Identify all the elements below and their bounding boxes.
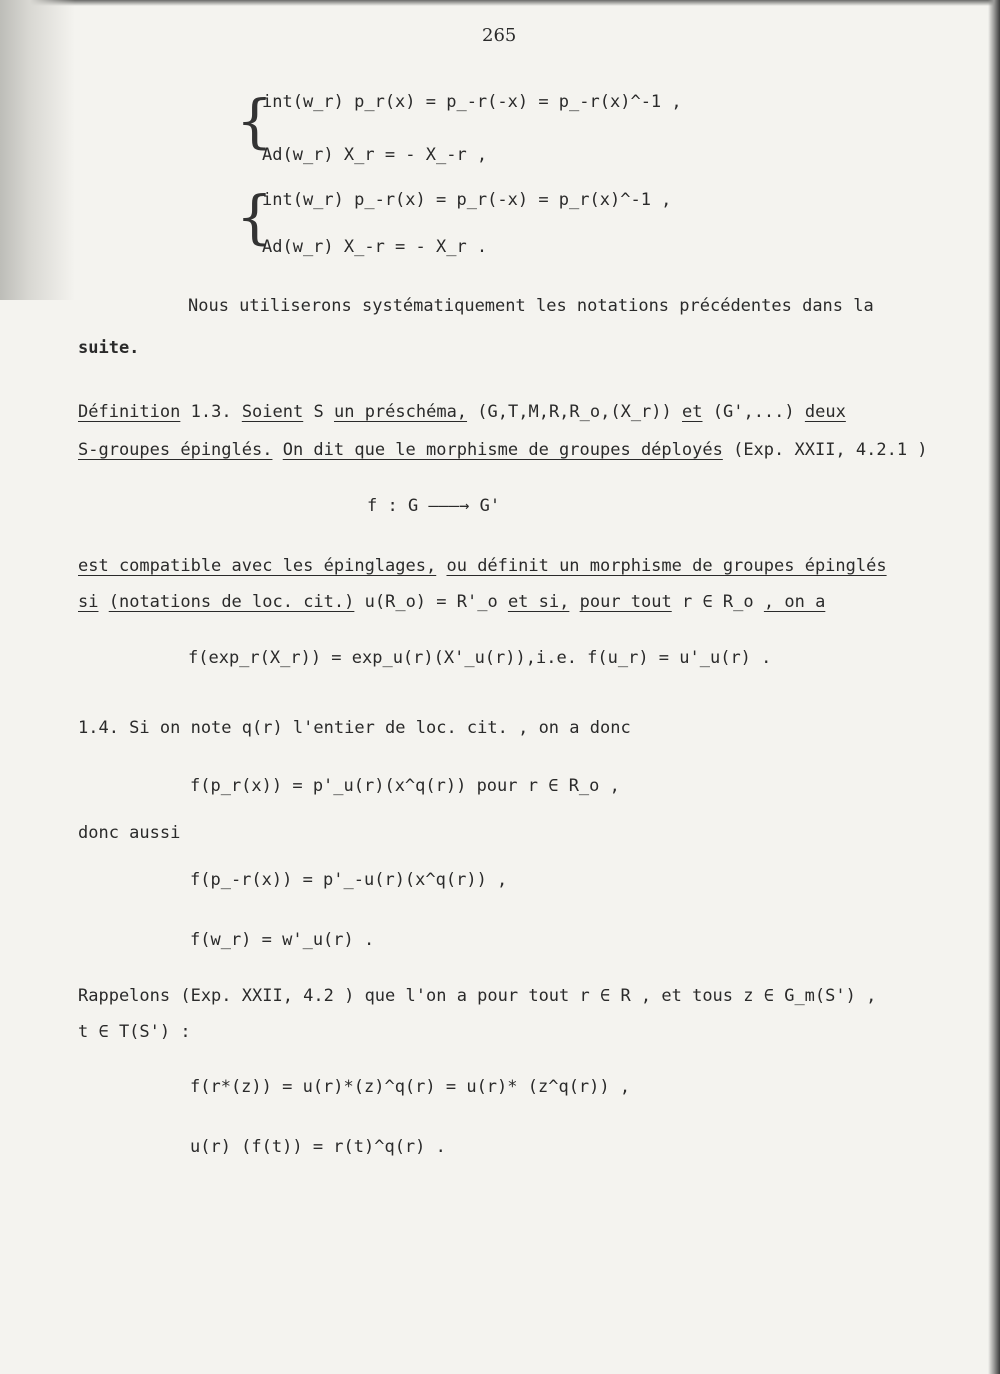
formula-int-pmr: int(w_r) p_-r(x) = p_r(-x) = p_r(x)^-1 ,	[262, 190, 672, 210]
formula-morphism-arrow: f : G ———→ G'	[367, 496, 501, 516]
definition-preschema: un préschéma,	[333, 402, 468, 422]
donc-aussi: donc aussi	[78, 823, 181, 843]
formula-compat-exp: f(exp_r(X_r)) = exp_u(r)(X'_u(r)),i.e. f(u_r) = u'_u(r) .	[188, 648, 772, 668]
scan-edge-left	[0, 0, 75, 300]
r-in-r0: r ∈ R_o	[681, 592, 754, 612]
definition-gprime: (G',...)	[712, 402, 795, 422]
formula-ad-xmr: Ad(w_r) X_-r = - X_r .	[262, 237, 488, 257]
t-in-ts-line: t ∈ T(S') :	[78, 1022, 191, 1042]
definition-line-1	[78, 402, 846, 422]
scan-edge-right	[988, 0, 1000, 1374]
formula-f-wr: f(w_r) = w'_u(r) .	[190, 930, 375, 950]
on-a-text: , on a	[763, 592, 826, 612]
si-line	[78, 592, 825, 612]
definition-exp-ref: (Exp. XXII, 4.2.1 )	[733, 440, 928, 460]
formula-u-f-t: u(r) (f(t)) = r(t)^q(r) .	[190, 1137, 446, 1157]
page-number: 265	[482, 25, 517, 46]
definition-tuple: (G,T,M,R,R_o,(X_r))	[477, 402, 672, 422]
rappelons-line: Rappelons (Exp. XXII, 4.2 ) que l'on a pour tout r ∈ R , et tous z ∈ G_m(S') ,	[78, 986, 877, 1006]
definition-line-2	[78, 440, 928, 460]
definition-deux: deux	[804, 402, 846, 422]
formula-f-rstar: f(r*(z)) = u(r)*(z)^q(r) = u(r)* (z^q(r)) ,	[190, 1077, 631, 1097]
formula-ad-xr: Ad(w_r) X_r = - X_-r ,	[262, 145, 488, 165]
compatible-line	[78, 556, 887, 576]
scan-edge-top	[0, 0, 1000, 6]
compatible-text: est compatible avec les épinglages,	[78, 556, 437, 576]
definition-groupes: S-groupes épinglés.	[78, 440, 273, 460]
formula-f-pr: f(p_r(x)) = p'_u(r)(x^q(r)) pour r ∈ R_o ,	[190, 776, 620, 796]
definition-et: et	[682, 402, 703, 422]
left-brace-1: {	[236, 87, 273, 155]
et-si-text: et si,	[507, 592, 570, 612]
formula-int-pr: int(w_r) p_r(x) = p_-r(-x) = p_-r(x)^-1 ,	[262, 92, 682, 112]
pour-tout-text: pour tout	[579, 592, 672, 612]
definition-label: Définition	[78, 402, 181, 422]
formula-f-pmr: f(p_-r(x)) = p'_-u(r)(x^q(r)) ,	[190, 870, 508, 890]
notations-text: (notations de loc. cit.)	[108, 592, 355, 612]
formula-u-r0: u(R_o) = R'_o	[364, 592, 498, 612]
definition-soient: Soient	[241, 402, 304, 422]
definition-number: 1.3.	[190, 402, 232, 422]
paragraph-suite: suite.	[78, 338, 140, 358]
definition-s: S	[313, 402, 324, 422]
paragraph-nous: Nous utiliserons systématiquement les notations précédentes dans la	[188, 296, 874, 316]
left-brace-2: {	[236, 183, 273, 251]
definition-on-dit: On dit que le morphisme de groupes déployés	[282, 440, 723, 460]
section-1-4: 1.4. Si on note q(r) l'entier de loc. cit. , on a donc	[78, 718, 631, 738]
si-text: si	[78, 592, 99, 612]
compatible-ou: ou définit un morphisme de groupes épinglés	[446, 556, 887, 576]
